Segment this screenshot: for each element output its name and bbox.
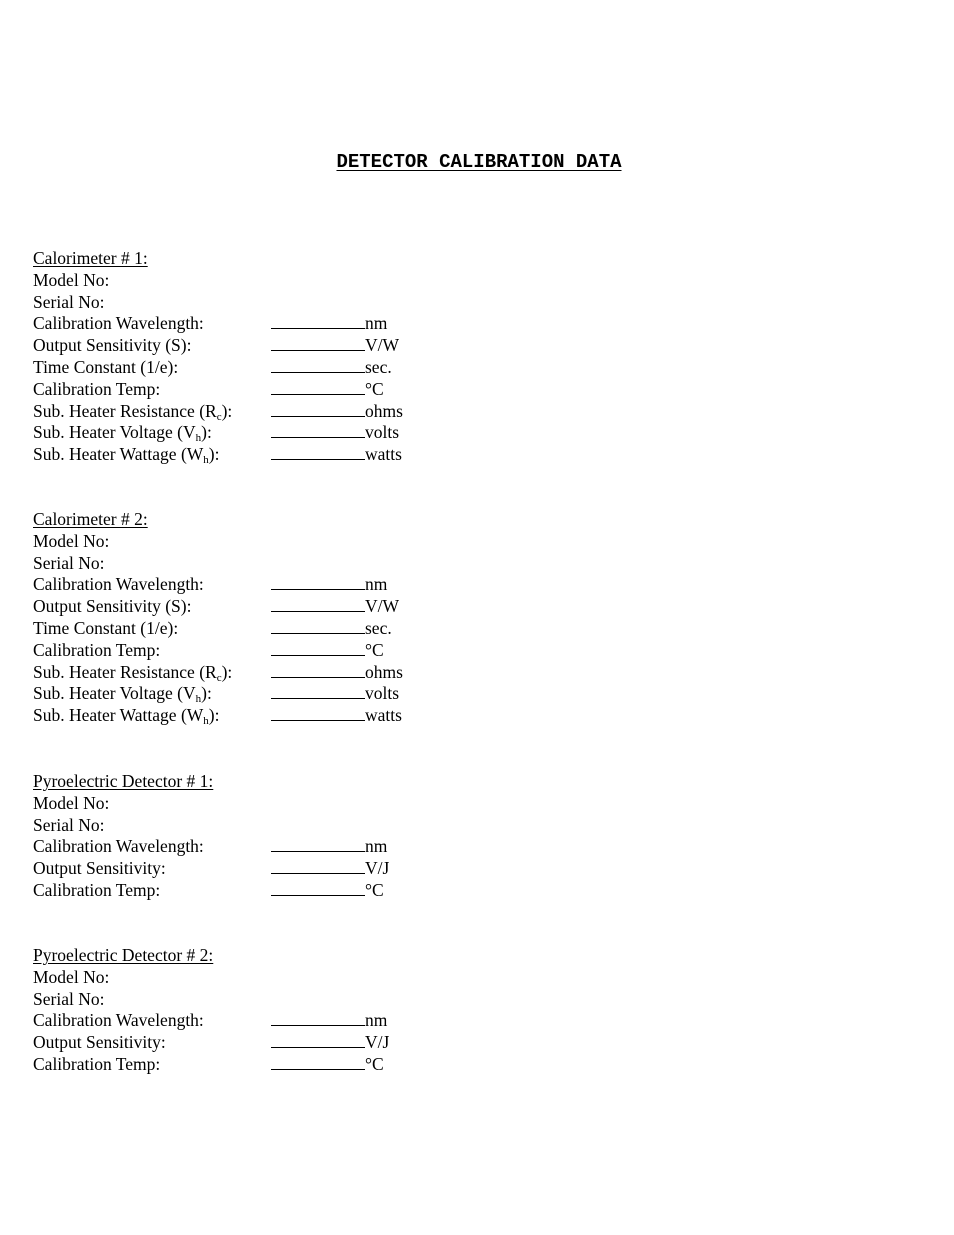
- value-blank-line[interactable]: [271, 328, 365, 329]
- field-label: Output Sensitivity:: [33, 1032, 166, 1053]
- field-label: Time Constant (1/e):: [33, 617, 179, 638]
- serial-no-label: Serial No:: [33, 988, 105, 1009]
- value-blank-line[interactable]: [271, 611, 365, 612]
- field-label-post: ):: [221, 400, 233, 421]
- value-blank-line[interactable]: [271, 677, 365, 678]
- unit-label: volts: [365, 422, 400, 443]
- section-heading: Pyroelectric Detector # 2:: [33, 945, 214, 965]
- field-row: [33, 1010, 553, 1032]
- unit-label: nm: [365, 574, 388, 595]
- field-label: Output Sensitivity:: [33, 858, 166, 879]
- value-blank-line[interactable]: [271, 698, 365, 699]
- field-row: [33, 640, 553, 662]
- value-blank-line[interactable]: [271, 873, 365, 874]
- serial-no-label: Serial No:: [33, 552, 105, 573]
- unit-label: °C: [365, 378, 384, 399]
- serial-no-label: Serial No:: [33, 814, 105, 835]
- field-row: [33, 662, 553, 684]
- field-label-post: ):: [208, 444, 220, 465]
- field-row: [33, 401, 553, 423]
- field-label: Calibration Wavelength:: [33, 1010, 204, 1031]
- field-label-post: ):: [201, 683, 212, 704]
- pyroelectric-1-section: [33, 771, 553, 902]
- field-label-pre: Sub. Heater Wattage (W: [33, 705, 204, 726]
- field-label-subscript: h: [195, 432, 202, 445]
- field-label: [33, 683, 212, 706]
- field-label-post: ):: [201, 422, 212, 443]
- value-blank-line[interactable]: [271, 372, 365, 373]
- unit-label: V/J: [365, 1032, 390, 1053]
- section-heading: Calorimeter # 1:: [33, 248, 148, 268]
- unit-label: °C: [365, 639, 384, 660]
- value-blank-line[interactable]: [271, 459, 365, 460]
- value-blank-line[interactable]: [271, 851, 365, 852]
- field-label: Calibration Wavelength:: [33, 313, 204, 334]
- page-title: [0, 150, 954, 174]
- field-label-pre: Sub. Heater Wattage (W: [33, 444, 204, 465]
- section-heading: Calorimeter # 2:: [33, 509, 148, 529]
- field-row: [33, 422, 553, 444]
- field-label-subscript: h: [203, 454, 209, 467]
- unit-label: volts: [365, 683, 400, 704]
- model-no-label: Model No:: [33, 792, 110, 813]
- unit-label: watts: [365, 705, 402, 726]
- unit-label: sec.: [365, 617, 392, 638]
- field-label: Time Constant (1/e):: [33, 356, 179, 377]
- field-label-subscript: h: [195, 693, 202, 706]
- field-label-subscript: c: [216, 410, 222, 423]
- value-blank-line[interactable]: [271, 1047, 365, 1048]
- unit-label: ohms: [365, 661, 403, 682]
- value-blank-line[interactable]: [271, 1025, 365, 1026]
- field-label: Output Sensitivity (S):: [33, 335, 192, 356]
- field-label: [33, 422, 212, 445]
- model-no-label: Model No:: [33, 269, 110, 290]
- field-label-pre: Sub. Heater Resistance (R: [33, 661, 217, 682]
- field-label: Calibration Wavelength:: [33, 836, 204, 857]
- field-row: [33, 596, 553, 618]
- unit-label: nm: [365, 1010, 388, 1031]
- field-row: [33, 705, 553, 727]
- field-row: [33, 880, 553, 902]
- value-blank-line[interactable]: [271, 895, 365, 896]
- page-title-text: DETECTOR CALIBRATION DATA: [336, 151, 622, 173]
- calorimeter-1-section: [33, 248, 553, 466]
- field-label: Calibration Temp:: [33, 639, 161, 660]
- field-label: Calibration Wavelength:: [33, 574, 204, 595]
- field-label-post: ):: [208, 705, 220, 726]
- field-label-pre: Sub. Heater Resistance (R: [33, 400, 217, 421]
- unit-label: ohms: [365, 400, 403, 421]
- field-label: [33, 662, 232, 682]
- field-label-post: ):: [221, 661, 233, 682]
- field-row: [33, 858, 553, 880]
- value-blank-line[interactable]: [271, 633, 365, 634]
- unit-label: watts: [365, 444, 402, 465]
- value-blank-line[interactable]: [271, 416, 365, 417]
- field-label: [33, 444, 220, 467]
- field-row: [33, 313, 553, 335]
- field-row: [33, 574, 553, 596]
- unit-label: nm: [365, 313, 388, 334]
- field-row: [33, 357, 553, 379]
- field-label-subscript: h: [203, 715, 209, 728]
- field-label: [33, 401, 232, 421]
- field-row: [33, 618, 553, 640]
- unit-label: °C: [365, 1053, 384, 1074]
- field-row: [33, 683, 553, 705]
- model-no-label: Model No:: [33, 966, 110, 987]
- section-heading: Pyroelectric Detector # 1:: [33, 771, 214, 791]
- value-blank-line[interactable]: [271, 437, 365, 438]
- field-label: Calibration Temp:: [33, 378, 161, 399]
- value-blank-line[interactable]: [271, 394, 365, 395]
- value-blank-line[interactable]: [271, 350, 365, 351]
- unit-label: nm: [365, 836, 388, 857]
- unit-label: sec.: [365, 356, 392, 377]
- field-row: [33, 1054, 553, 1076]
- value-blank-line[interactable]: [271, 720, 365, 721]
- field-row: [33, 836, 553, 858]
- unit-label: V/W: [365, 335, 400, 356]
- unit-label: °C: [365, 879, 384, 900]
- field-label-subscript: c: [216, 671, 222, 684]
- field-row: [33, 379, 553, 401]
- calorimeter-2-section: [33, 509, 553, 727]
- unit-label: V/W: [365, 596, 400, 617]
- pyroelectric-2-section: [33, 945, 553, 1076]
- field-label-pre: Sub. Heater Voltage (V: [33, 683, 196, 704]
- field-row: [33, 444, 553, 466]
- field-label-pre: Sub. Heater Voltage (V: [33, 422, 196, 443]
- serial-no-label: Serial No:: [33, 291, 105, 312]
- unit-label: V/J: [365, 858, 390, 879]
- field-label: [33, 705, 220, 728]
- value-blank-line[interactable]: [271, 1069, 365, 1070]
- field-row: [33, 1032, 553, 1054]
- field-row: [33, 335, 553, 357]
- field-label: Calibration Temp:: [33, 879, 161, 900]
- field-label: Output Sensitivity (S):: [33, 596, 192, 617]
- field-label: Calibration Temp:: [33, 1053, 161, 1074]
- model-no-label: Model No:: [33, 530, 110, 551]
- value-blank-line[interactable]: [271, 589, 365, 590]
- value-blank-line[interactable]: [271, 655, 365, 656]
